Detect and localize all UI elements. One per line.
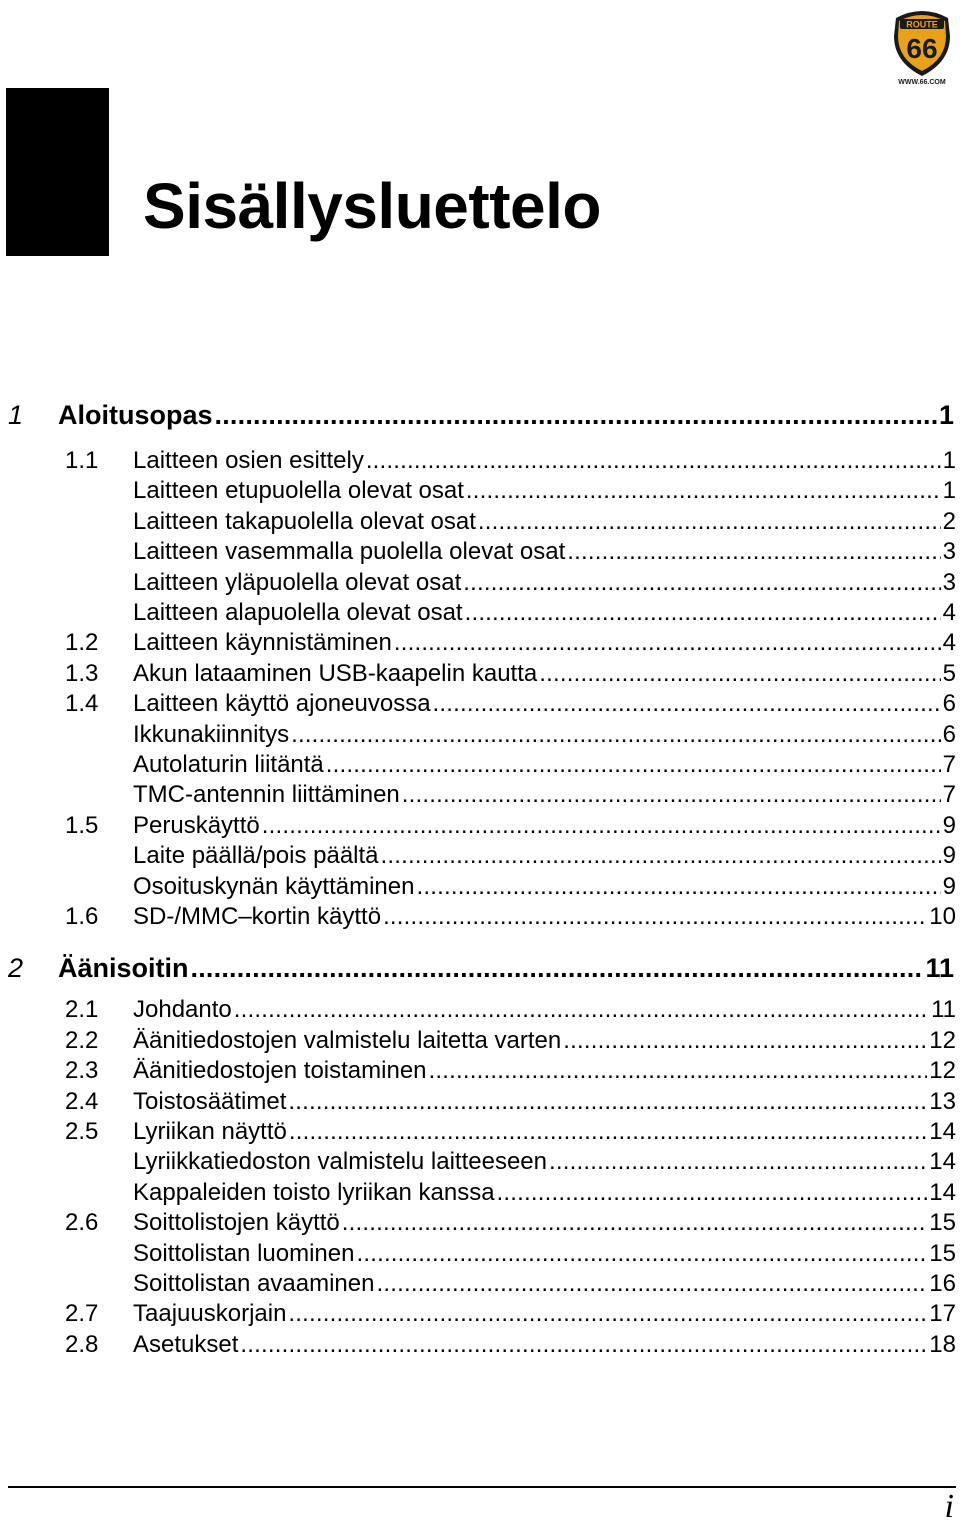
toc-entry-page: 12 bbox=[929, 1057, 956, 1085]
toc-dot-leader bbox=[215, 400, 937, 431]
toc-entry-page: 4 bbox=[942, 599, 956, 626]
toc-entry-number: 2.1 bbox=[65, 996, 99, 1024]
toc-entry-page: 9 bbox=[942, 872, 956, 900]
toc-entry[interactable] bbox=[65, 1300, 956, 1328]
route66-logo bbox=[888, 6, 956, 86]
toc-entry[interactable] bbox=[65, 903, 956, 931]
toc-entry[interactable] bbox=[65, 1179, 956, 1207]
toc-dot-leader bbox=[416, 873, 940, 901]
toc-entry-page: 9 bbox=[942, 842, 956, 870]
toc-entry-title: Autolaturin liitäntä bbox=[133, 751, 324, 778]
toc-entry-page: 15 bbox=[929, 1239, 956, 1267]
toc-entry-page: 2 bbox=[942, 507, 956, 535]
toc-dot-leader bbox=[342, 1209, 928, 1237]
toc-entry-title: Asetukset bbox=[133, 1330, 239, 1358]
footer-rule bbox=[8, 1486, 956, 1488]
toc-entry-page: 1 bbox=[942, 447, 956, 474]
toc-entry-page: 7 bbox=[942, 751, 956, 778]
toc-entry-page: 17 bbox=[929, 1300, 956, 1328]
toc-entry-title: Taajuuskorjain bbox=[133, 1300, 287, 1328]
toc-entry[interactable] bbox=[65, 781, 956, 809]
toc-entry-page: 1 bbox=[938, 400, 954, 430]
toc-entry-title: Lyriikkatiedoston valmistelu laitteeseen bbox=[133, 1148, 547, 1176]
page-number: i bbox=[944, 1488, 954, 1525]
toc-entry-number: 1 bbox=[8, 400, 24, 430]
toc-entry-number: 1.6 bbox=[65, 903, 99, 930]
toc-entry-page: 11 bbox=[925, 953, 954, 984]
logo-number: 66 bbox=[906, 33, 938, 64]
toc-entry-title: Äänisoitin bbox=[58, 953, 189, 984]
toc-entry[interactable] bbox=[65, 842, 956, 870]
toc-dot-leader bbox=[465, 599, 941, 627]
toc-dot-leader bbox=[563, 1027, 927, 1055]
toc-dot-leader bbox=[326, 751, 941, 779]
toc-entry-number: 2.4 bbox=[65, 1087, 99, 1115]
toc-entry-number: 2 bbox=[8, 953, 24, 984]
toc-dot-leader bbox=[240, 1331, 927, 1359]
toc-entry[interactable] bbox=[65, 1331, 956, 1359]
toc-entry-page: 18 bbox=[929, 1330, 956, 1358]
toc-entry-page: 3 bbox=[942, 538, 956, 566]
toc-dot-leader bbox=[402, 781, 941, 809]
toc-entry[interactable] bbox=[65, 569, 956, 597]
toc-entry-number: 2.3 bbox=[65, 1057, 99, 1085]
toc-entry[interactable] bbox=[65, 477, 956, 505]
toc-entry[interactable] bbox=[65, 1118, 956, 1146]
toc-entry-number: 2.7 bbox=[65, 1300, 99, 1328]
toc-dot-leader bbox=[394, 629, 941, 657]
toc-entry-title: Laitteen osien esittely bbox=[133, 447, 364, 474]
toc-entry-title: Soittolistan avaaminen bbox=[133, 1270, 375, 1297]
toc-entry-page: 16 bbox=[929, 1270, 956, 1297]
toc-entry-number: 1.3 bbox=[65, 659, 99, 687]
toc-entry-title: Akun lataaminen USB-kaapelin kautta bbox=[133, 659, 538, 687]
logo-url: WWW.66.COM bbox=[898, 79, 946, 86]
toc-entry-title: SD-/MMC–kortin käyttö bbox=[133, 903, 382, 930]
page-title: Sisällysluettelo bbox=[143, 170, 601, 242]
toc-entry[interactable] bbox=[65, 873, 956, 901]
toc-entry-page: 6 bbox=[942, 690, 956, 718]
toc-entry-title: Laitteen käyttö ajoneuvossa bbox=[133, 690, 431, 718]
toc-entry[interactable] bbox=[65, 1148, 956, 1176]
toc-entry-number: 2.5 bbox=[65, 1118, 99, 1145]
toc-entry-page: 5 bbox=[942, 659, 956, 687]
toc-entry-title: Laitteen yläpuolella olevat osat bbox=[133, 568, 462, 596]
toc-dot-leader bbox=[288, 1088, 927, 1116]
toc-dot-leader bbox=[381, 842, 941, 870]
toc-entry-title: Laite päällä/pois päältä bbox=[133, 842, 379, 870]
toc-dot-leader bbox=[539, 660, 940, 688]
toc-entry[interactable] bbox=[65, 1209, 956, 1237]
toc-entry[interactable] bbox=[65, 751, 956, 779]
toc-entry[interactable] bbox=[65, 1240, 956, 1268]
toc-dot-leader bbox=[191, 953, 924, 984]
toc-dot-leader bbox=[463, 569, 940, 597]
toc-entry-number: 1.2 bbox=[65, 629, 99, 657]
toc-entry-page: 1 bbox=[942, 477, 956, 505]
toc-entry-page: 3 bbox=[942, 568, 956, 596]
toc-entry[interactable] bbox=[65, 1027, 956, 1055]
toc-dot-leader bbox=[376, 1270, 927, 1298]
toc-entry[interactable] bbox=[65, 508, 956, 536]
toc-entry-title: Laitteen takapuolella olevat osat bbox=[133, 507, 476, 535]
toc-entry[interactable] bbox=[65, 538, 956, 566]
toc-entry-number: 1.4 bbox=[65, 690, 99, 718]
toc-dot-leader bbox=[366, 447, 941, 475]
toc-dot-leader bbox=[478, 508, 941, 536]
toc-dot-leader bbox=[429, 1057, 928, 1085]
logo-top-text: ROUTE bbox=[906, 19, 938, 30]
toc-entry-page: 14 bbox=[929, 1178, 956, 1206]
toc-entry-page: 6 bbox=[942, 720, 956, 748]
toc-entry-title: TMC-antennin liittäminen bbox=[133, 781, 400, 809]
toc-chapter-entry[interactable] bbox=[0, 400, 954, 431]
toc-entry-title: Lyriikan näyttö bbox=[133, 1118, 287, 1145]
toc-entry[interactable] bbox=[65, 1088, 956, 1116]
toc-entry[interactable] bbox=[65, 1270, 956, 1298]
toc-dot-leader bbox=[497, 1179, 928, 1207]
toc-dot-leader bbox=[567, 538, 940, 566]
toc-entry[interactable] bbox=[65, 1057, 956, 1085]
toc-entry[interactable] bbox=[65, 660, 956, 688]
toc-entry-number: 2.2 bbox=[65, 1026, 99, 1054]
toc-dot-leader bbox=[234, 996, 929, 1024]
toc-entry[interactable] bbox=[65, 812, 956, 840]
toc-dot-leader bbox=[433, 690, 941, 718]
toc-entry[interactable] bbox=[65, 721, 956, 749]
toc-entry-title: Laitteen käynnistäminen bbox=[133, 629, 392, 657]
toc-entry-page: 12 bbox=[929, 1026, 956, 1054]
toc-dot-leader bbox=[383, 903, 927, 931]
toc-entry-number: 2.8 bbox=[65, 1330, 99, 1358]
toc-entry[interactable] bbox=[65, 599, 956, 627]
toc-entry-number: 1.5 bbox=[65, 811, 99, 839]
toc-entry-title: Ikkunakiinnitys bbox=[133, 720, 290, 748]
toc-entry-title: Laitteen alapuolella olevat osat bbox=[133, 599, 463, 626]
toc-entry[interactable] bbox=[65, 690, 956, 718]
toc-entry-title: Toistosäätimet bbox=[133, 1087, 287, 1115]
toc-entry-page: 7 bbox=[942, 781, 956, 809]
toc-dot-leader bbox=[289, 1118, 927, 1146]
toc-entry-title: Aloitusopas bbox=[58, 400, 213, 430]
toc-entry-title: Laitteen vasemmalla puolella olevat osat bbox=[133, 538, 566, 566]
toc-entry[interactable] bbox=[65, 996, 956, 1024]
toc-entry-title: Laitteen etupuolella olevat osat bbox=[133, 477, 464, 505]
toc-entry-page: 4 bbox=[942, 629, 956, 657]
chapter-marker-block bbox=[6, 88, 109, 256]
toc-entry-title: Kappaleiden toisto lyriikan kanssa bbox=[133, 1178, 495, 1206]
toc-entry-title: Soittolistan luominen bbox=[133, 1239, 355, 1267]
toc-entry-title: Äänitiedostojen valmistelu laitetta varten bbox=[133, 1026, 562, 1054]
toc-entry[interactable] bbox=[65, 629, 956, 657]
toc-entry-page: 15 bbox=[929, 1209, 956, 1237]
toc-dot-leader bbox=[466, 477, 941, 505]
toc-entry-title: Äänitiedostojen toistaminen bbox=[133, 1057, 427, 1085]
toc-dot-leader bbox=[262, 812, 941, 840]
toc-entry-title: Peruskäyttö bbox=[133, 811, 260, 839]
toc-dot-leader bbox=[291, 721, 941, 749]
toc-entry-title: Osoituskynän käyttäminen bbox=[133, 872, 415, 900]
toc-dot-leader bbox=[356, 1240, 927, 1268]
toc-entry[interactable] bbox=[65, 447, 956, 475]
toc-entry-number: 2.6 bbox=[65, 1209, 99, 1237]
toc-chapter-entry[interactable] bbox=[0, 953, 954, 984]
toc-entry-number: 1.1 bbox=[65, 447, 99, 474]
toc-dot-leader bbox=[288, 1300, 927, 1328]
toc-entry-page: 13 bbox=[929, 1087, 956, 1115]
toc-entry-title: Johdanto bbox=[133, 996, 232, 1024]
toc-entry-page: 14 bbox=[929, 1148, 956, 1176]
toc-entry-page: 9 bbox=[942, 811, 956, 839]
toc-entry-page: 10 bbox=[929, 903, 956, 930]
toc-entry-page: 14 bbox=[929, 1118, 956, 1145]
toc-entry-page: 11 bbox=[931, 996, 956, 1024]
toc-entry-title: Soittolistojen käyttö bbox=[133, 1209, 340, 1237]
toc-dot-leader bbox=[549, 1148, 927, 1176]
